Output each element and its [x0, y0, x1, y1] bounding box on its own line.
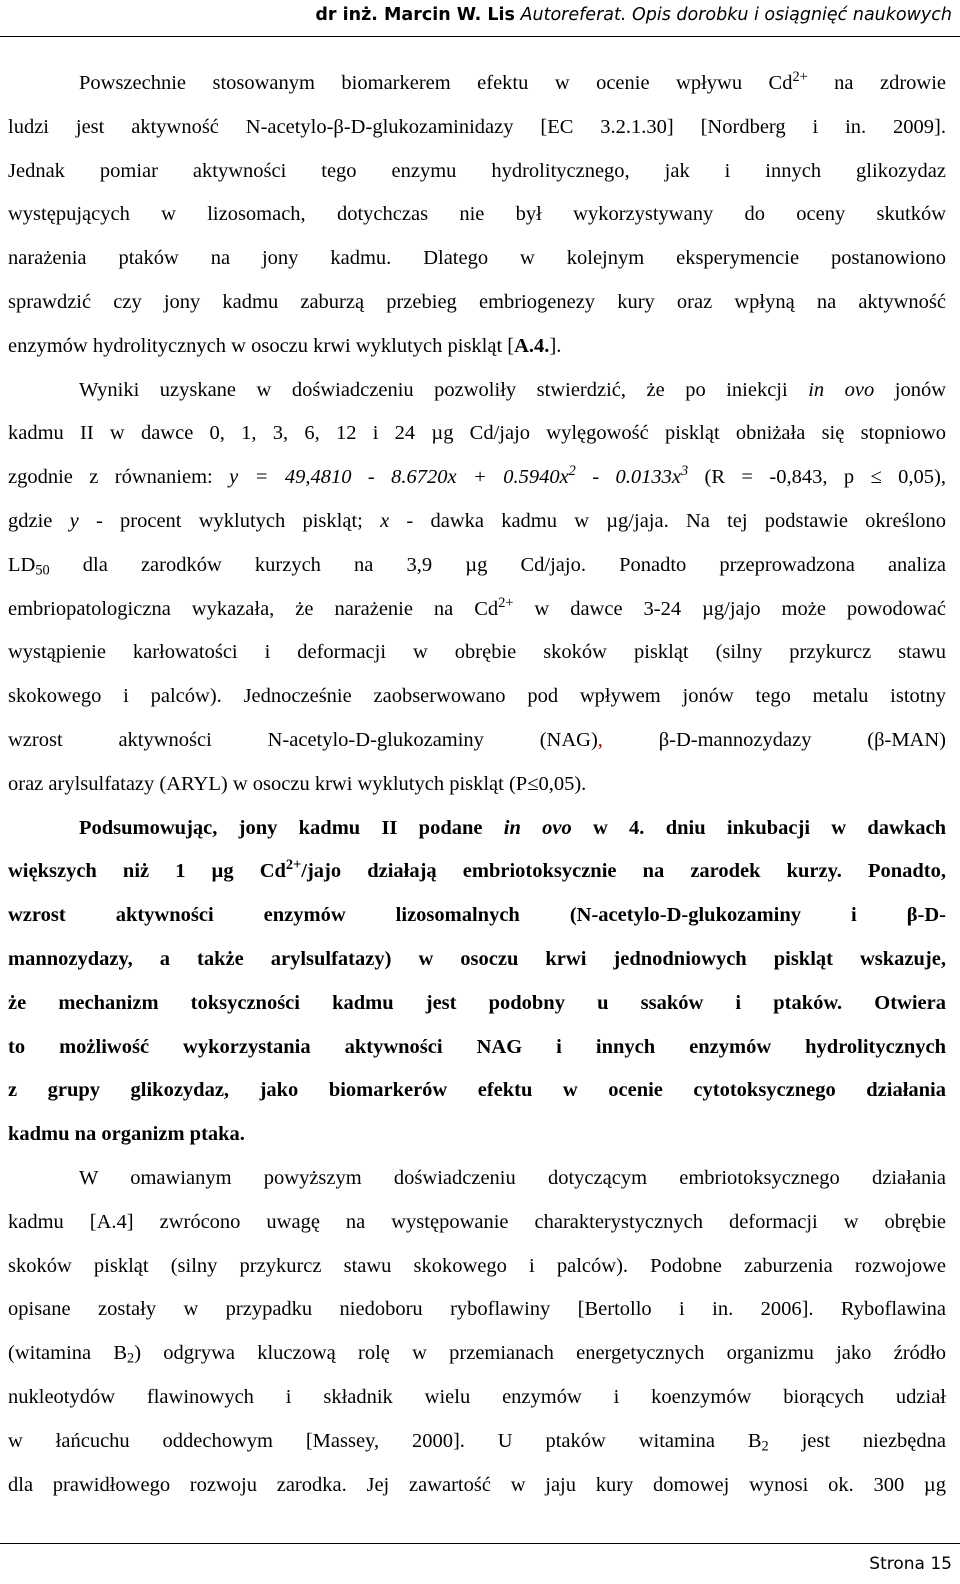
text-line: W omawianym powyższym doświadczeniu dotyczącym embriotoksycznego działania: [79, 1166, 946, 1189]
text-line: Powszechnie stosowanym biomarkerem efektu w ocenie wpływu $Cd^{2+}$ na zdrowie: [79, 69, 946, 94]
text-line: oraz arylsulfatazy (ARYL) w osoczu krwi wyklutych piskląt (P≤0,05).: [8, 772, 587, 795]
text-line: kadmu II w dawce 0, 1, 3, 6, 12 i 24 µg Cd/jajo wylęgowość piskląt obniżała się stopniowo: [8, 422, 946, 445]
text-line: Podsumowując, jony kadmu II podane in ovo w 4. dniu inkubacji w dawkach: [79, 816, 946, 839]
text-line: skokowego i palców). Jednocześnie zaobserwowano pod wpływem jonów tego metalu istotny: [8, 685, 946, 708]
footer-divider: [0, 1543, 960, 1544]
text-line: z grupy glikozydaz, jako biomarkerów efektu w ocenie cytotoksycznego działania: [8, 1079, 946, 1102]
text-line: większych niż 1 µg $Cd^{2+}$/jajo działają embriotoksycznie na zarodek kurzy. Ponadto,: [8, 857, 946, 883]
equation-line: zgodnie z równaniem: $y = 49,4810 - 8.6720x + 0.5940x^2 - 0.0133x^3$ (R = -0,843, p ≤ 0,05),: [8, 463, 946, 489]
text-line: to możliwość wykorzystania aktywności NAG i innych enzymów hydrolitycznych: [8, 1035, 946, 1058]
paragraph-2: [8, 369, 946, 807]
text-line: w łańcuchu oddechowym [Massey, 2000]. U ptaków witamina $B_2$ jest niezbędna: [8, 1429, 947, 1455]
text-line: kadmu [A.4] zwrócono uwagę na występowanie charakterystycznych deformacji w obrębie: [8, 1210, 946, 1233]
text-line: wzrost aktywności N-acetylo-D-glukozaminy (NAG), β-D-mannozydazy (β-MAN): [8, 728, 946, 751]
text-line: (witamina $B_2$) odgrywa kluczową rolę w przemianach energetycznych organizmu jako źródło: [8, 1342, 946, 1367]
text-line: mannozydazy, a także arylsulfatazy) w osoczu krwi jednodniowych piskląt wskazuje,: [8, 947, 946, 970]
text-line: wzrost aktywności enzymów lizosomalnych (N-acetylo-D-glukozaminy i β-D-: [8, 904, 946, 927]
document-body: [8, 62, 946, 1507]
text-line: wystąpienie karłowatości i deformacji w obrębie skoków piskląt (silny przykurcz stawu: [8, 641, 946, 664]
page-header: [0, 0, 960, 37]
text-line: opisane zostały w przypadku niedoboru ryboflawiny [Bertollo i in. 2006]. Ryboflawina: [8, 1298, 946, 1321]
text-line: dla prawidłowego rozwoju zarodka. Jej zawartość w jaju kury domowej wynosi ok. 300 µg: [8, 1473, 946, 1496]
text-line: $LD_{50}$ dla zarodków kurzych na 3,9 µg Cd/jajo. Ponadto przeprowadzona analiza: [8, 553, 946, 579]
paragraph-1: [8, 62, 946, 369]
header-author: dr inż. Marcin W. Lis: [315, 5, 515, 25]
header-title: Autoreferat. Opis dorobku i osiągnięć naukowych: [520, 5, 952, 25]
text-line: sprawdzić czy jony kadmu zaburzą przebieg embriogenezy kury oraz wpłyną na aktywność: [8, 290, 946, 313]
text-line: nukleotydów flawinowych i składnik wielu enzymów i koenzymów biorących udział: [8, 1385, 946, 1408]
text-line: Jednak pomiar aktywności tego enzymu hydrolitycznego, jak i innych glikozydaz: [8, 159, 946, 182]
text-line: kadmu na organizm ptaka.: [8, 1123, 245, 1146]
text-line: występujących w lizosomach, dotychczas nie był wykorzystywany do oceny skutków: [8, 203, 946, 226]
text-line: skoków piskląt (silny przykurcz stawu skokowego i palców). Podobne zaburzenia rozwojowe: [8, 1254, 946, 1277]
summary-paragraph: [8, 807, 946, 1157]
text-line: Wyniki uzyskane w doświadczeniu pozwoliły stwierdzić, że po iniekcji in ovo jonów: [79, 378, 946, 401]
text-line: gdzie y - procent wyklutych piskląt; x - dawka kadmu w µg/jaja. Na tej podstawie określono: [8, 509, 946, 532]
text-line: narażenia ptaków na jony kadmu. Dlatego w kolejnym eksperymencie postanowiono: [8, 247, 946, 270]
header-text: [315, 5, 952, 25]
text-line: enzymów hydrolitycznych w osoczu krwi wyklutych piskląt [A.4.].: [8, 334, 562, 357]
paragraph-4: [8, 1157, 946, 1507]
text-line: embriopatologiczna wykazała, że narażenie na $Cd^{2+}$ w dawce 3-24 µg/jajo może powodować: [8, 594, 946, 620]
text-line: że mechanizm toksyczności kadmu jest podobny u ssaków i ptaków. Otwiera: [8, 991, 946, 1014]
text-line: ludzi jest aktywność N-acetylo-β-D-glukozaminidazy [EC 3.2.1.30] [Nordberg i in. 2009].: [8, 115, 946, 138]
page-number: Strona 15: [869, 1554, 952, 1574]
